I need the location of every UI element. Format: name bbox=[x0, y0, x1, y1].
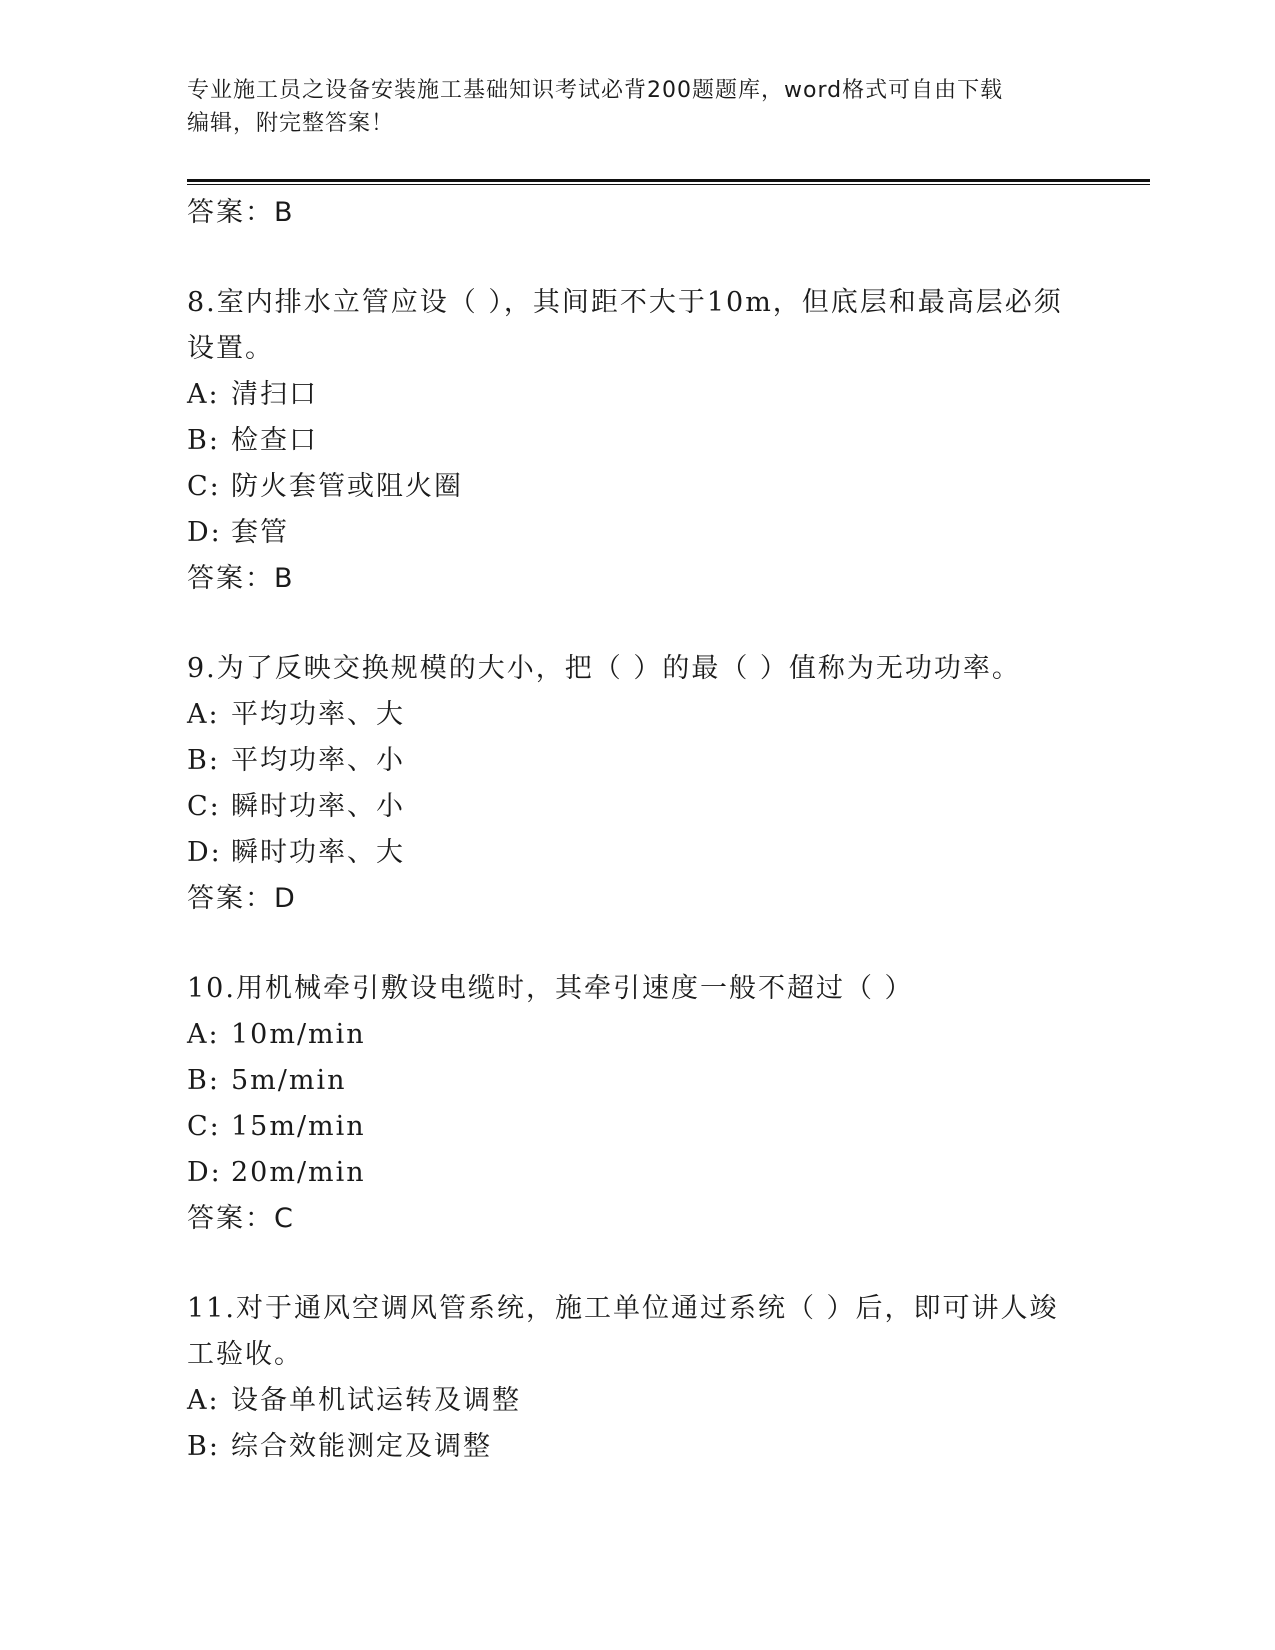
header-line-2: 编辑，附完整答案！ bbox=[187, 111, 395, 136]
option-c bbox=[187, 784, 1087, 830]
answer-line: 答案：B bbox=[187, 563, 295, 594]
header-rule-thick bbox=[187, 179, 1150, 182]
option-text: 清扫口 bbox=[231, 379, 318, 410]
option-text: 瞬时功率、小 bbox=[231, 791, 405, 822]
option-label: A: bbox=[187, 379, 220, 410]
option-label: C: bbox=[187, 1111, 221, 1142]
question-9 bbox=[187, 646, 1087, 922]
option-a bbox=[187, 692, 1087, 738]
question-11 bbox=[187, 1286, 1087, 1470]
spacer bbox=[187, 1242, 1087, 1286]
option-label: B: bbox=[187, 1065, 220, 1096]
document-header bbox=[187, 74, 1087, 140]
option-text: 15m/min bbox=[231, 1111, 366, 1142]
option-label: C: bbox=[187, 471, 221, 502]
question-8 bbox=[187, 280, 1087, 602]
option-text: 综合效能测定及调整 bbox=[231, 1431, 492, 1462]
option-c bbox=[187, 1104, 1087, 1150]
option-b bbox=[187, 418, 1087, 464]
option-text: 平均功率、小 bbox=[231, 745, 405, 776]
option-label: B: bbox=[187, 745, 220, 776]
option-d bbox=[187, 510, 1087, 556]
answer-line: 答案：C bbox=[187, 1203, 295, 1234]
option-a bbox=[187, 1378, 1087, 1424]
option-label: D: bbox=[187, 517, 222, 548]
option-text: 平均功率、大 bbox=[231, 699, 405, 730]
option-label: C: bbox=[187, 791, 221, 822]
option-b bbox=[187, 738, 1087, 784]
question-stem-continued: 工验收。 bbox=[187, 1339, 303, 1370]
option-text: 设备单机试运转及调整 bbox=[231, 1385, 521, 1416]
answer-line: 答案：D bbox=[187, 883, 297, 914]
spacer bbox=[187, 602, 1087, 646]
option-label: B: bbox=[187, 425, 220, 456]
question-stem: 8.室内排水立管应设（ ），其间距不大于10m，但底层和最高层必须 bbox=[187, 287, 1063, 318]
header-rule-thin bbox=[187, 184, 1150, 185]
option-c bbox=[187, 464, 1087, 510]
option-d bbox=[187, 1150, 1087, 1196]
option-text: 防火套管或阻火圈 bbox=[231, 471, 463, 502]
option-text: 10m/min bbox=[231, 1019, 366, 1050]
question-stem-continued: 设置。 bbox=[187, 333, 274, 364]
option-text: 套管 bbox=[231, 517, 289, 548]
option-text: 检查口 bbox=[231, 425, 318, 456]
option-label: D: bbox=[187, 1157, 222, 1188]
question-stem: 9.为了反映交换规模的大小，把（ ）的最（ ）值称为无功功率。 bbox=[187, 653, 1021, 684]
option-text: 瞬时功率、大 bbox=[231, 837, 405, 868]
option-b bbox=[187, 1058, 1087, 1104]
option-d bbox=[187, 830, 1087, 876]
option-label: B: bbox=[187, 1431, 220, 1462]
option-label: A: bbox=[187, 699, 220, 730]
option-label: D: bbox=[187, 837, 222, 868]
spacer bbox=[187, 236, 1087, 280]
question-stem: 10.用机械牵引敷设电缆时，其牵引速度一般不超过（ ） bbox=[187, 973, 914, 1004]
option-a bbox=[187, 372, 1087, 418]
answer-line: 答案：B bbox=[187, 197, 295, 228]
spacer bbox=[187, 922, 1087, 966]
question-10 bbox=[187, 966, 1087, 1242]
document-body bbox=[187, 190, 1087, 1470]
option-label: A: bbox=[187, 1019, 220, 1050]
option-label: A: bbox=[187, 1385, 220, 1416]
option-b bbox=[187, 1424, 1087, 1470]
option-text: 20m/min bbox=[231, 1157, 366, 1188]
option-text: 5m/min bbox=[231, 1065, 347, 1096]
option-a bbox=[187, 1012, 1087, 1058]
header-line-1: 专业施工员之设备安装施工基础知识考试必背200题题库，word格式可自由下载 bbox=[187, 78, 1004, 103]
question-stem: 11.对于通风空调风管系统，施工单位通过系统（ ）后，即可讲人竣 bbox=[187, 1293, 1059, 1324]
